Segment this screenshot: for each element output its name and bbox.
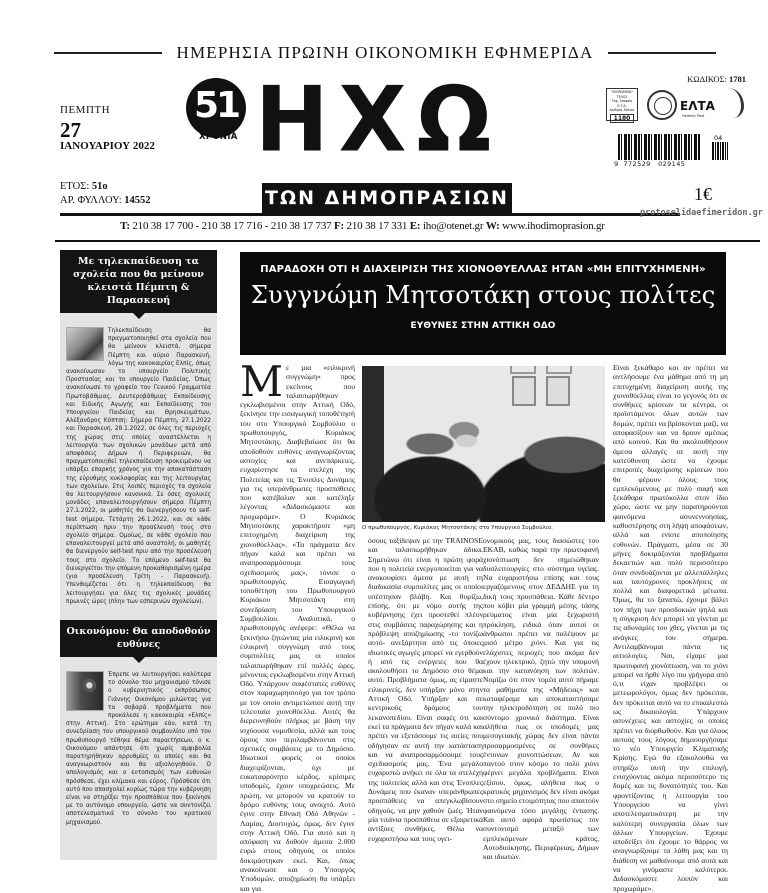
barcode-number: 9 772529 029145 xyxy=(614,160,686,168)
barcode-addon-number: 04 xyxy=(714,134,723,142)
contact-divider xyxy=(55,240,760,242)
postal-box-line2: Ταχ. Γραφείο xyxy=(611,99,633,103)
tagline-rule-right xyxy=(608,52,716,54)
sidebar-story2-body: Έπρεπε να λειτουργήσει καλύτερα το σύνολο του μηχανισμού τόνισε ο κυβερνητικός εκπρόσωπος Γιάννης Οικονόμου μιλώντας για τα σοβαρά προβλήματα που προκάλεσε η κακοκαιρία «Ελπίς» στην Αττική. Στο ερώτημα εάν, κατά τη συνεδρίαση του υπουργικού συμβουλίου υπό τον πρωθυπουργό τέθηκε θέμα παραιτήσεων, ο κ. Οικονόμου απάντησε ότι χωρίς αμφιβολία παρατηρήθηκαν αρρυθμίες οι οποίες και θα αναγνωριστούν και θα αξιολογηθούν. Ο απολογισμός και ο εντοπισμός των ευθυνών πρόσθεσε, έχει κλίμακα και εύρος. Πρόσθεσε ότι αυτό που απασχολεί κυρίως τώρα την κυβέρνηση είναι να στηρίξει την προσπάθεια που ξεκίνησε με το αυτόνομο υπουργείο, ώστε να συντονίζει αποτελεσματικά το σύνολο του κρατικού μηχανισμού. xyxy=(66,671,211,826)
masthead-divider xyxy=(60,213,680,216)
tagline-row xyxy=(40,43,730,63)
anniversary-label: ΧΡΟΝΙΑ xyxy=(199,132,238,142)
article-column-2: όσους ταξίδεψαν με την TRAINOSE και ταλαιπωρήθηκαν άδικα. Σημειώνω ότι είναι η πρώτη φορά που η πολιτεία ενεργοποιείται για να ανακουφίσει άμεσα με αυτή τη διαδικασία συμπολίτες μας οι οποίοι υπέστησαν βλάβη. Και θυμίζω, επίσης, ότι με νόμο αυτής της κυβέρνησης έχει προστεθεί πλέον στις συμβάσεις παραχώρησης και η πρόβλεψη αποζημίωσης -το τονίζω αυτό- ανεξάρτητα από τις όποιες ιδιωτικές αγωγές μπορεί να εγερθούν ή από τις ενέργειες που θα ακολουθήσει το Δημόσιο στο θέμα αυτό. Προβλήματα όμως, ας είμαστε ειλικρινείς, δεν υπήρξαν μόνο στην Αττική Οδό. Υπήρξαν και σε κεντρικούς δρόμους του λεκανοπεδίου. Είναι σαφές ότι και εκεί τα πράγματα δεν πήγαν καλά και πρέπει να εξετάσουμε τις αιτίες που οδήγησαν σε αυτή την κατάσταση και να αναπροσαρμόσουμε τους σχεδιασμούς μας. Ένα μεγάλο ευχαριστώ ανήκει σε όλα τα στελέχη της πολιτείας αλλά και στις Ένοπλες Δυνάμεις που έκαναν υπεράνθρωπες προσπάθειες να απεγκλωβίσουν οδηγούς, να μην χαθούν ζωές. Ήταν μία τιτάνια προσπάθεια σε εξαιρετικά αντίξοες συνθήκες. Θέλω να ευχαριστήσω και τους υγει- xyxy=(368,536,483,843)
sidebar-story2 xyxy=(60,657,217,835)
code-label xyxy=(687,74,746,84)
barcode-icon xyxy=(618,134,700,160)
issue-value: 14552 xyxy=(124,195,151,206)
barcode-addon-icon xyxy=(712,142,728,160)
price: 1€ xyxy=(694,184,712,204)
year-label: ΕΤΟΣ: xyxy=(60,181,90,192)
article-column-3: ονομικούς μας, τους διασώστες του ΕΚΑΒ, καθώς παρά την πρωτοφανή χιονόπτωση δεν σημειώθηκαν δυσλειτουργίες στο σύστημα υγείας. Να ευχαριστήσω επίσης και τους εργαζόμενους στον ΔΕΔΔΗΕ για τη δική τους προσπάθεια. Κάθε δέντρο που κόβει μία γραμμή μέσης τάσης ρεύματος είναι μία ξεχωριστή πρόκληση, ειδικά όταν αυτοί οι άνθρωποι πρέπει να παλέψουν με μισό μέτρο χιόνι. Και για τις ελάχιστες περιοχές που ακόμα δεν έχουν ηλεκτρικό, ζητώ την υπομονή και την κατανόηση των πολιτών. Νομίζω ότι στον τομέα αυτό πήραμε τα μαθήματα της «Μήδειας» και καταφέραμε και αποκαταστήσαμε την ηλεκτροδότηση σε πολύ πιο σύντομο χρονικό διάστημα. Είναι αλήθεια πως οι υποδομές μας μεσογειακής χώρας δεν είναι πάντα προσαρμοσμένες σε συνθήκες έντονων χιονοπτώσεων. Αν και παντού στον κόσμο το πολύ χιόνι φέρνει μεγάλα προβλήματα. Είναι εξίσου, όμως, αλήθεια πως ο κρατικός μηχανισμός δεν είναι ακόμα στο σημείο ετοιμότητας που απαιτούν φαινόμενα τόσο μεγάλης έντασης. Και αυτό αφορά πρωτίστως τον συντονισμό μεταξύ των εμπλεκόμενων κράτος, Αυτοδιοίκησης, Περιφέρειας, Δήμων και ιδιωτών. xyxy=(483,536,599,862)
fax-number: 210 38 17 331 xyxy=(346,220,408,232)
sidebar-story2-photo xyxy=(66,671,104,711)
photo-frame-decor xyxy=(546,376,570,406)
issue-line xyxy=(60,194,151,208)
source-watermark: protoselidaefimeridon.gr xyxy=(640,208,763,218)
email-label: E: xyxy=(409,220,421,232)
postal-seal-icon xyxy=(647,90,677,120)
sidebar-story1 xyxy=(60,313,217,614)
month-year: ΙΑΝΟΥΑΡΙΟΥ 2022 xyxy=(60,140,155,152)
photo-caption: Ο πρωθυπουργός, Κυριάκος Μητσοτάκης στο Υπουργικό Συμβούλιο. xyxy=(362,525,553,531)
main-headline: Συγγνώμη Μητσοτάκη στους πολίτες xyxy=(250,280,716,309)
phone-numbers: 210 38 17 700 - 210 38 17 716 - 210 38 17 737 xyxy=(132,220,332,232)
web-label: W: xyxy=(485,220,500,232)
day-number: 27 xyxy=(60,118,81,142)
photo-frame-decor xyxy=(546,366,572,374)
year-line xyxy=(60,180,151,194)
sidebar-story1-photo xyxy=(66,327,104,361)
code-label-text: ΚΩΔΙΚΟΣ: xyxy=(687,74,727,84)
article-column-1 xyxy=(240,357,355,893)
weekday: ΠΕΜΠΤΗ xyxy=(60,104,111,116)
issue-info xyxy=(60,180,151,208)
anniversary-badge: 51 xyxy=(186,78,246,138)
phone-label: T: xyxy=(120,220,130,232)
hermes-head-icon xyxy=(718,88,744,118)
year-value: 51ο xyxy=(91,181,108,192)
issue-label: ΑΡ. ΦΥΛΛΟΥ: xyxy=(60,195,122,206)
sidebar xyxy=(60,250,217,860)
drop-cap: Μ xyxy=(240,357,284,406)
sidebar-story2-title: Οικονόμου: Θα αποδοθούν ευθύνες xyxy=(60,620,217,657)
tagline-rule-left xyxy=(54,52,162,54)
sidebar-story1-title: Με τηλεκπαίδευση τα σχολεία που θα μείνουν κλειστά Πέμπτη & Παρασκευή xyxy=(60,250,217,313)
main-subkicker: ΕΥΘΥΝΕΣ ΣΤΗΝ ΑΤΤΙΚΗ ΟΔΟ xyxy=(410,321,556,331)
article-column-1-text: ε μια «ειλικρινή συγγνώμη» προς εκείνους που ταλαιπωρήθηκαν εγκλωβισμένοι στην Αττική Οδό, ξεκίνησε την εισαγωγική τοποθέτησή του στο Υπουργικό Συμβούλιο ο πρωθυπουργός, Κυριάκος Μητσοτάκης. Διαβεβαίωσε ότι θα αποδοθούν ευθύνες αναγνωρίζοντας αστοχίες και ανεπάρκειες, ευχαρίστησε τα στελέχη της Πολιτείας και τις Ένοπλες Δυνάμεις για τις υπεράνθρωπες προσπάθειες που κατέβαλαν και κατέληξε λέγοντας «Διδασκόμαστε και προχωράμε». Ο Κυριάκος Μητσοτάκης χαρακτήρισε «μη επιτυχημένη διαχείριση της χιονοθύελλας». «Τα πράγματα δεν πήγαν καλά και πρέπει να αναπροσαρμόσουμε τους σχεδιασμούς μας», τόνισε ο πρωθυπουργός. Εισαγωγική τοποθέτηση του Πρωθυπουργού Κυριάκου Μητσοτάκη στη συνεδρίαση του Υπουργικού Συμβουλίου. Αναλυτικά, ο πρωθυπουργός ανέφερε: «Θέλω να ξεκινήσω ζητώντας μία ειλικρινή και ειλικρινή συγγνώμη από τους συμπολίτες μας οι οποίοι ταλαιπωρήθηκαν επί πολλές ώρες, μένοντας εγκλωβισμένοι στην Αττική Οδό. Υπάρχουν σαφέστατες ευθύνες στον παραχωρησιούχο για τον τρόπο με τον οποίο αντιμετώπισε αυτή την τελευταία χιονοθύελλα. Αυτές θα διερευνηθούν πλήρως με βάση την ισχύουσα νομοθεσία, αλλά και τους όρους που περιλαμβάνονται στις σχετικές συμβάσεις με το Δημόσιο. Ιδιωτικοί φορείς οι οποίοι διαχειρίζονται, όχι με ευκαταφρόνητο κέρδος, κρίσιμες υποδομές, έχουν υποχρεώσεις. Με πρώτη, να μπορούν να κρατούν το δρόμο ευθύνης τους ανοιχτό. Αυτό έγινε στην Εθνική Οδό Αθηνών - Λαμίας. Δυστυχώς, όμως, δεν έγινε στην Αττική Οδό. Για αυτό και η απόφαση να δοθούν άμεσα 2.000 ευρώ στους οδηγούς οι οποίοι δοκιμάστηκαν εκεί. Και, όπως ανακοίνωσε και ο Υπουργός Υποδομών, αποζημίωση θα υπάρξει και για xyxy=(240,363,355,893)
email-address[interactable]: iho@otenet.gr xyxy=(422,220,484,232)
elta-logo-subtext: Hellenic Post xyxy=(682,114,705,118)
article-column-4: Είναι ξεκάθαρο και αν πρέπει να αντλήσουμε ένα μάθημα από τη μη επιτυχημένη διαχείριση αυτής της χιονοθύελλας είναι το γεγονός ότι σε συνθήκες κρίσεων τα κέντρα, οι προϊστάμενοι όλων αυτών των δομών, πρέπει να βρίσκονται μαζί, να αποφασίζουν και να δρουν αμέσως από κοινού. Και θα ακολουθήσουν άμεσα αλλαγές σε αυτή την κατεύθυνση ώστε να έχουμε επιτροπές διαχείρισης κρίσεων που θα φέρουν όλους τους εμπλεκόμενους με πολύ σαφή και ξεκάθαρα πρωτόκολλα στον ίδιο χώρο, ώστε να μην παρατηρούνται φαινόμενα ασυνεννοησίας, καθυστέρησης στη λήψη αποφάσεων, αλλά και ενίοτε αποποίησης ευθυνών. Πράγματι, μέσα σε 30 μήνες δοκιμάζονται προβλήματα δεκαετιών και πολύ περισσότερο όταν συνδυάζονται με αλλεπάλληλες και ταυτόχρονες προκλήσεις σε πολλά και διαφορετικά μέτωπα. Όμως, θα το ξαναπώ, έχουμε βάλει τον πήχη των προσδοκιών ψηλά και η σύγκριση δεν μπορεί να γίνεται με τις αδυναμίες του χθες, γίνεται με τις ανάγκες του σήμερα. Αντιλαμβάνομαι πάντα τις αιτιολογίες. Ναι, είχαμε μια πρωτοφανή χιονόπτωση, ναι το χιόνι μπορεί να ήρθε λίγο πιο γρήγορα από ό,τι είχαν προβλέψει οι μετεωρολόγοι, όμως δεν πρόκειται, δεν πρόκειται αυτό να το επικαλεστώ ως δικαιολογία. Υπάρχουν ασυνέχειες και αστοχίες οι οποίες πρέπει να διορθωθούν. Και για όλους αυτούς τους λόγους δημιουργήσαμε το νέο Υπουργείο Κλιματικής Κρίσης. Εγώ θα εξακολουθώ να στηρίζω αυτή την επιλογή, ενισχύοντας ακόμα περισσότερο τις δομές και τις δυνατότητές του. Και φροντίζοντας η λειτουργία του Υπουργείου να γίνει αποτελεσματικότερη με την καλύτερη συνεργασία όλων των άλλων Υπουργείων. Έχουμε αποδείξει ότι έχουμε το θάρρος να αναγνωρίζουμε τα λάθη μας και τη διάθεση να μαθαίνουμε από αυτά και να γινόμαστε καλύτεροι. Διδασκόμαστε λοιπόν και προχωράμε». xyxy=(613,363,729,893)
newspaper-logo-subtitle: ΤΩΝ ΔΗΜΟΠΡΑΣΙΩΝ xyxy=(262,183,512,213)
newspaper-logo: ΗΧΩ xyxy=(255,66,502,173)
photo-frame-decor xyxy=(512,376,536,406)
website-link[interactable]: www.ihodimoprasion.gr xyxy=(502,220,605,232)
photo-frame-decor xyxy=(510,366,536,374)
postal-box-line3: Κ.Τ.Α. xyxy=(617,103,627,108)
postage-paid-box xyxy=(606,88,638,121)
postal-box-number: 1180 xyxy=(610,114,634,123)
sidebar-story1-body: Τηλεκπαίδευση θα πραγματοποιηθεί στα σχολεία που θα μείνουν κλειστά, σήμερα Πέμπτη και αύριο Παρασκευή, λόγω της κακοκαιρίας Ελπίς, όπως ανακοίνωσαν το υπουργείο Πολιτικής Προστασίας και το υπουργείο Παιδείας. Όπως ανακοίνωσε το γραφείο του Γενικού Γραμματέα Πρωτοβάθμιας, Δευτεροβάθμιας Εκπαίδευσης και Ειδικής Αγωγής και Εκπαίδευσης του Υπουργείου Παιδείας και Θρησκευμάτων, Αλέξανδρος Κόπτση: Σήμερα Πέμπτη, 27.1.2022 και Παρασκευή, 28.1.2022, σε όλες τις περιοχές της χώρας στις οποίες αναστέλλεται η λειτουργία των σχολικών μονάδων μετά από αποφάσεις Δήμων ή Περιφερειών, θα πραγματοποιηθεί τηλεκπαίδευση προκειμένου να υπάρξει επαρκής χρόνος για την αποκατάσταση της εύρυθμης κυκλοφορίας και της λειτουργίας των σχολείων. Στις λοιπές περιοχές τα σχολεία θα λειτουργήσουν κανονικά. Σε όσες σχολικές μονάδες επαναλειτουργήσουν σήμερα Πέμπτη 27.1.2022, οι μαθητές θα διενεργήσουν το self-test σήμερα, Τετάρτη 26.1.2022, και σε κάθε περίπτωση πριν την προσέλευσή τους στο σχολείο σήμερα. Ομοίως, σε κάθε σχολείο που επαναλειτουργεί μετά από αναστολή, οι μαθητές θα διενεργούν self-test πριν από την προσέλευσή τους στο σχολείο. Το επόμενο self-test θα διενεργείται την επόμενη προκαθορισμένη ημέρα (για προσέλευση Τρίτη - Παρασκευή). Υπενθυμίζεται ότι η τηλεκπαίδευση θα λειτουργήσει για όλες τις σχολικές μονάδες πρωινές ώρες (πλην των εσπερινών σχολείων). xyxy=(66,328,211,605)
contact-line xyxy=(120,220,760,232)
postal-box-line4: Αριθμός Άδειας xyxy=(609,108,635,112)
elta-logo xyxy=(680,88,740,122)
date-block xyxy=(60,104,155,152)
newspaper-tagline: ΗΜΕΡΗΣΙΑ ΠΡΩΙΝΗ ΟΙΚΟΝΟΜΙΚΗ ΕΦΗΜΕΡΙΔΑ xyxy=(176,43,594,62)
code-value: 1781 xyxy=(729,74,746,84)
elta-logo-text: ΕΛΤΑ xyxy=(680,99,715,113)
postal-box-line1: ΠΛΗΡΩΜΕΝΟ ΤΕΛΟΣ xyxy=(611,90,633,99)
main-headline-box xyxy=(240,252,726,355)
main-kicker: ΠΑΡΑΔΟΧΗ ΟΤΙ Η ΔΙΑΧΕΙΡΙΣΗ ΤΗΣ ΧΙΟΝΟΘΥΕΛΛΑΣ ΗΤΑΝ «ΜΗ ΕΠΙΤΥΧΗΜΕΝΗ» xyxy=(260,264,706,275)
fax-label: F: xyxy=(334,220,344,232)
